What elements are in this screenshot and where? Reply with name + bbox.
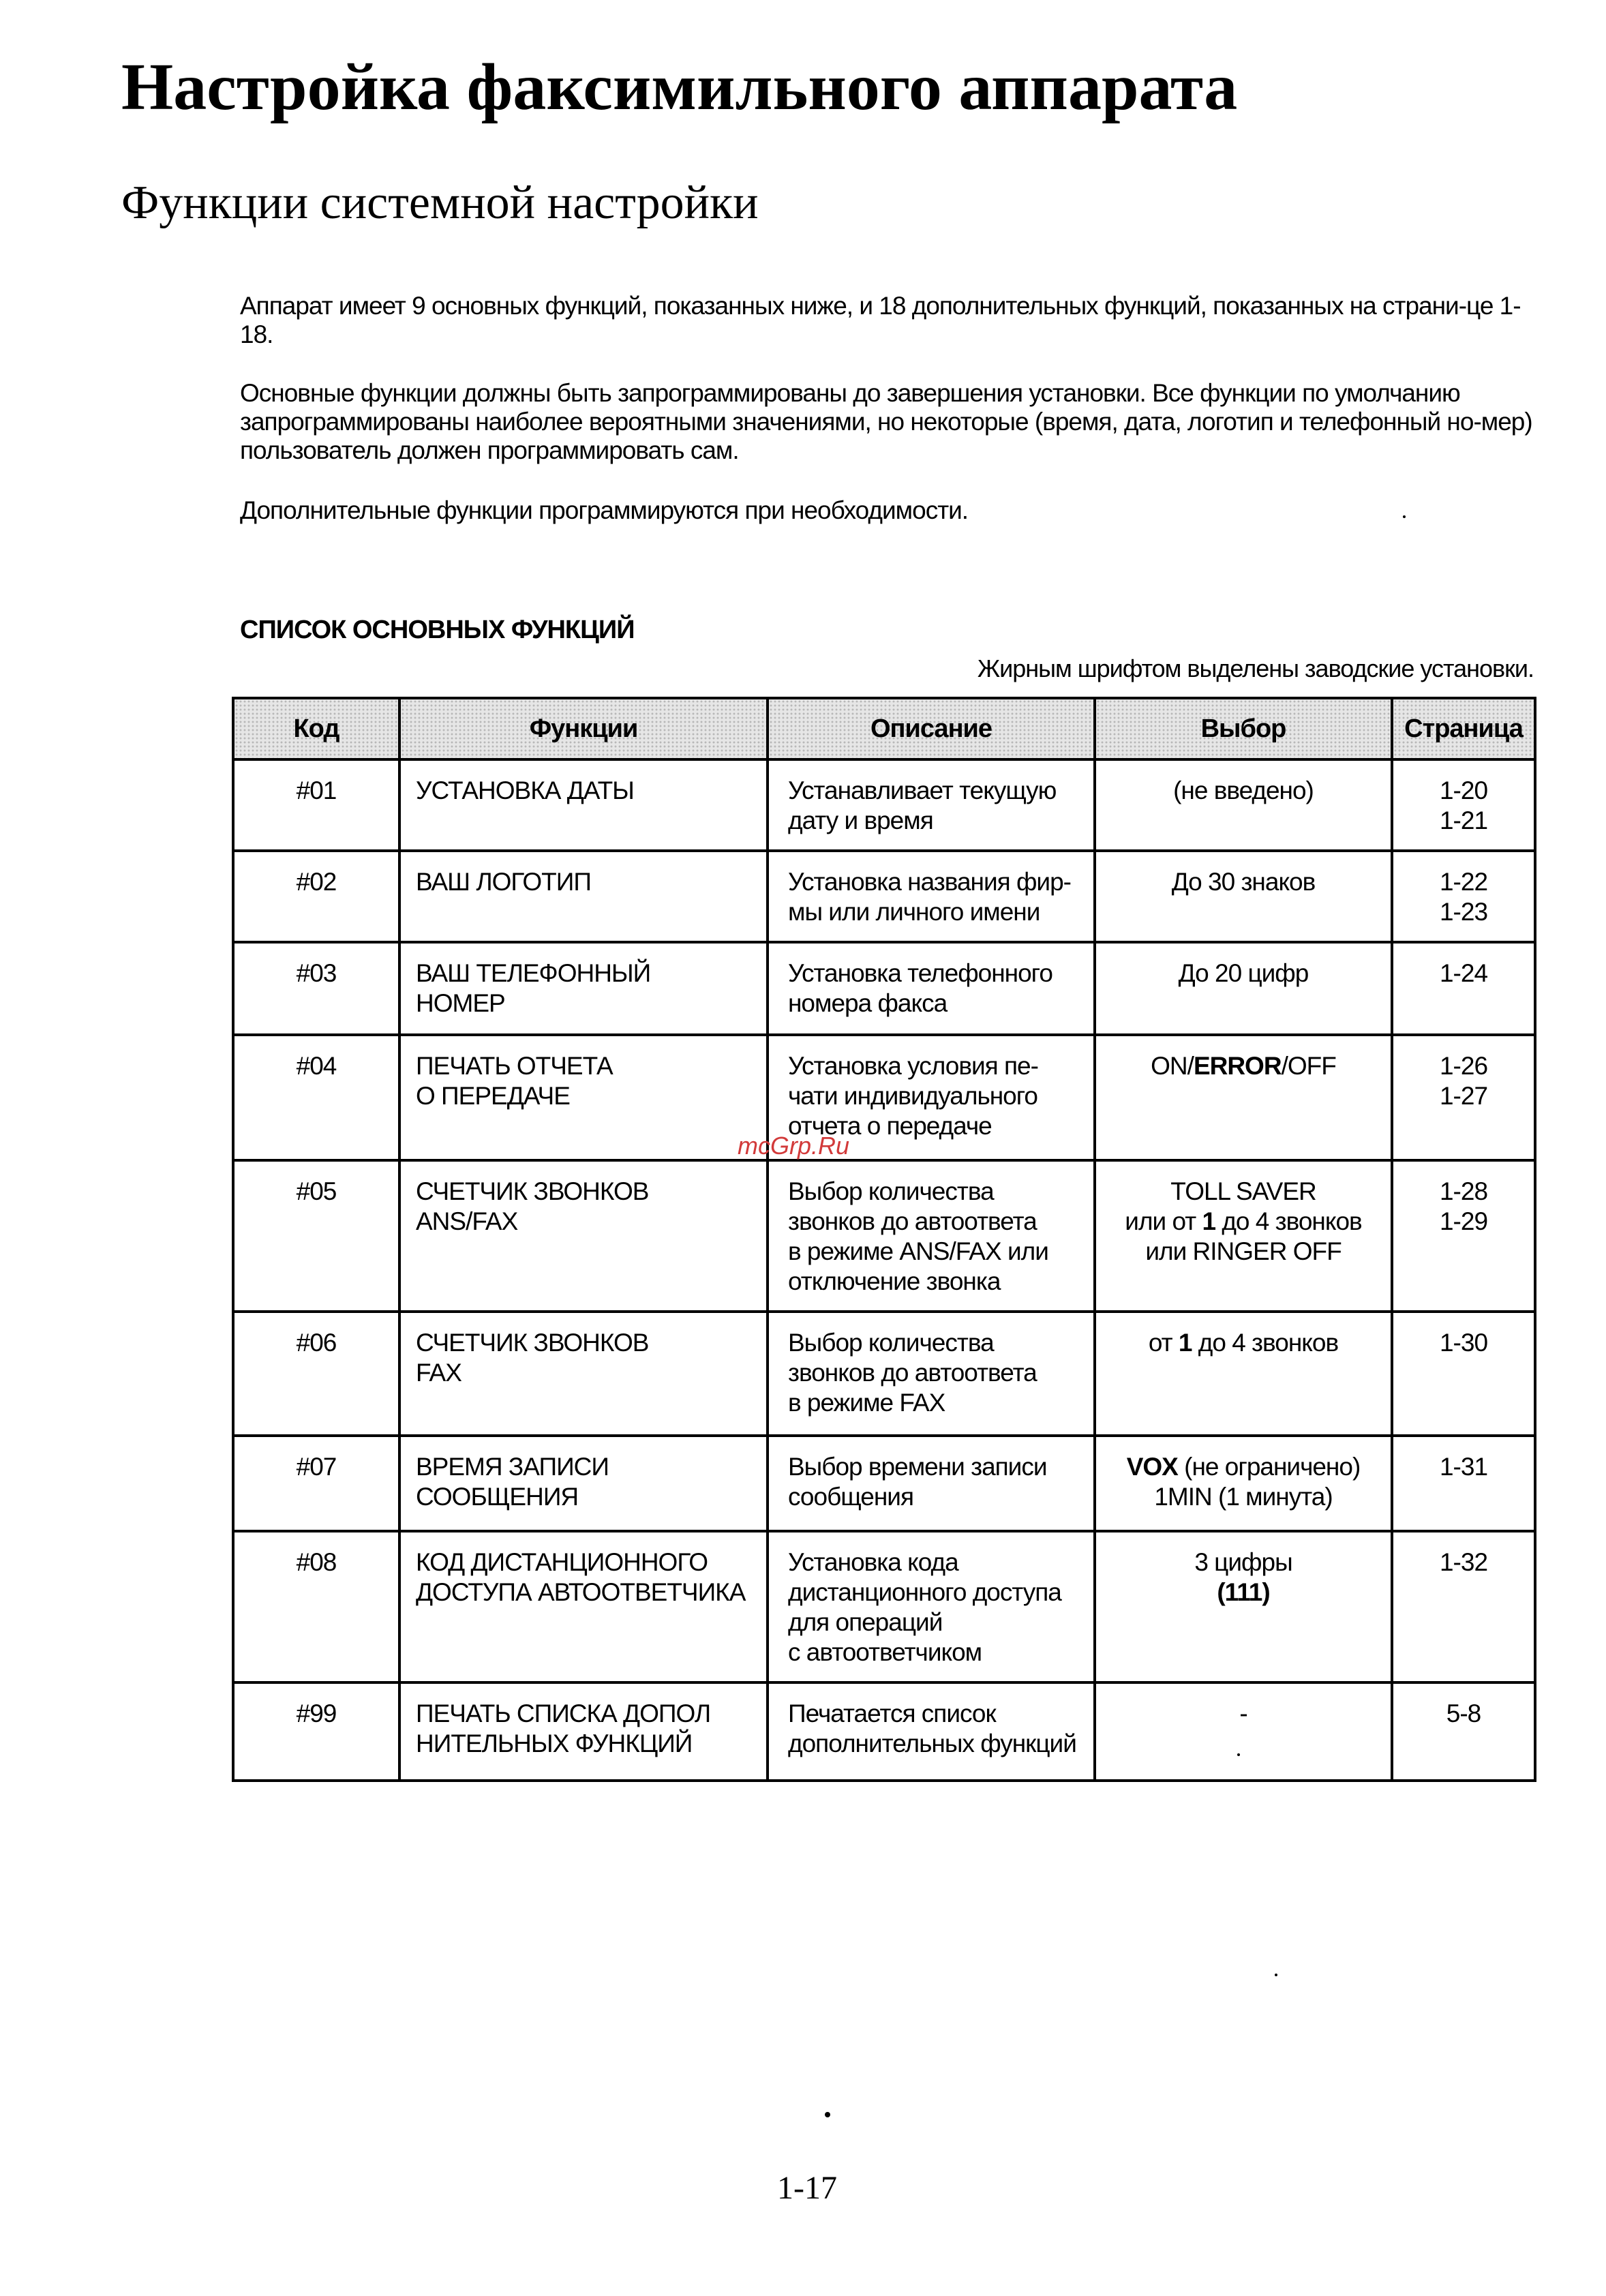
function-page: [1392, 942, 1535, 1035]
function-description: [768, 851, 1095, 942]
function-option: [1095, 1035, 1392, 1160]
option-default-value: (111): [1217, 1578, 1270, 1606]
function-page: [1392, 1312, 1535, 1436]
page-ref: 1-30: [1439, 1329, 1488, 1357]
page-ref: 5-8: [1446, 1700, 1481, 1727]
page-ref: 1-22: [1439, 868, 1488, 896]
function-option: [1095, 942, 1392, 1035]
function-name: [399, 1436, 768, 1531]
option-line: [1097, 1328, 1390, 1358]
table-row: [233, 1160, 1535, 1312]
function-name-line: О ПЕРЕДАЧЕ: [416, 1082, 570, 1110]
description-line: Установка условия пе-: [788, 1052, 1038, 1080]
intro-paragraph: Аппарат имеет 9 основных функций, показанных ниже, и 18 дополнительных функций, показанных на страни-це 1-18.: [240, 292, 1521, 348]
function-name-line: НИТЕЛЬНЫХ ФУНКЦИЙ: [416, 1729, 693, 1757]
scan-speck: [1237, 1753, 1240, 1756]
description-line: Установка телефонного: [788, 959, 1052, 987]
function-name-line: ПЕЧАТЬ СПИСКА ДОПОЛ: [416, 1700, 711, 1727]
function-name-line: ВРЕМЯ ЗАПИСИ: [416, 1453, 609, 1481]
option-text: /OFF: [1281, 1052, 1336, 1080]
page-ref: 1-23: [1439, 898, 1488, 926]
page-ref: 1-28: [1439, 1177, 1488, 1205]
option-line: [1097, 1547, 1390, 1577]
list-heading: СПИСОК ОСНОВНЫХ ФУНКЦИЙ: [240, 616, 635, 644]
function-name-line: ВАШ ТЕЛЕФОННЫЙ: [416, 959, 651, 987]
function-name-line: НОМЕР: [416, 989, 505, 1017]
option-line: [1097, 1237, 1390, 1267]
function-name: [399, 942, 768, 1035]
description-line: Установка названия фир-: [788, 868, 1071, 896]
function-name: [399, 1531, 768, 1682]
option-line: [1097, 1482, 1390, 1512]
header-function: Функции: [399, 698, 768, 759]
page-ref: 1-31: [1439, 1453, 1488, 1481]
option-line: [1097, 1452, 1390, 1482]
option-default-value: VOX: [1126, 1453, 1178, 1481]
function-name-line: ПЕЧАТЬ ОТЧЕТА: [416, 1052, 613, 1080]
description-line: дополнительных функций: [788, 1729, 1076, 1757]
header-page: Страница: [1392, 698, 1535, 759]
function-name: [399, 851, 768, 942]
function-name-line: ДОСТУПА АВТООТВЕТЧИКА: [416, 1578, 746, 1606]
page-ref: 1-20: [1439, 776, 1488, 804]
page-ref: 1-27: [1439, 1082, 1488, 1110]
function-name: [399, 759, 768, 851]
scan-speck: [1275, 1974, 1277, 1976]
option-line: [1097, 1207, 1390, 1237]
option-line: [1097, 776, 1390, 806]
function-page: [1392, 851, 1535, 942]
description-line: чати индивидуального: [788, 1082, 1038, 1110]
option-line: [1097, 1177, 1390, 1207]
function-name: [399, 1312, 768, 1436]
function-name-line: ANS/FAX: [416, 1207, 518, 1235]
option-text: (не ограничено): [1177, 1453, 1361, 1481]
function-code: #99: [233, 1682, 399, 1781]
option-text: До 30 знаков: [1171, 868, 1316, 896]
description-line: звонков до автоответа: [788, 1359, 1037, 1387]
function-code: #06: [233, 1312, 399, 1436]
option-text: 1MIN (1 минута): [1154, 1483, 1333, 1511]
function-name: [399, 1682, 768, 1781]
additional-functions-paragraph: Дополнительные функции программируются при необходимости.: [240, 496, 969, 524]
description-line: звонков до автоответа: [788, 1207, 1037, 1235]
table-row: [233, 1312, 1535, 1436]
option-line: [1097, 1577, 1390, 1607]
description-line: отчета о передаче: [788, 1112, 992, 1140]
scan-speck: [825, 2112, 830, 2117]
table-row: [233, 1531, 1535, 1682]
table-note: Жирным шрифтом выделены заводские установки.: [977, 654, 1534, 682]
function-option: [1095, 1160, 1392, 1312]
function-code: #07: [233, 1436, 399, 1531]
function-name-line: КОД ДИСТАНЦИОННОГО: [416, 1548, 708, 1576]
description-line: мы или личного имени: [788, 898, 1040, 926]
defaults-paragraph: Основные функции должны быть запрограммированы до завершения установки. Все функции по умолчанию запрограммированы наиболее вероятными значениями, но некоторые (время, дата, логотип и телефонный но-мер) пользователь должен программировать сам.: [240, 379, 1532, 464]
function-name-line: СЧЕТЧИК ЗВОНКОВ: [416, 1177, 649, 1205]
function-description: [768, 942, 1095, 1035]
option-default-value: 1: [1202, 1207, 1216, 1235]
description-line: дату и время: [788, 806, 933, 834]
page-number: 1-17: [777, 2170, 837, 2206]
description-line: дистанционного доступа: [788, 1578, 1061, 1606]
function-option: [1095, 759, 1392, 851]
description-line: номера факса: [788, 989, 948, 1017]
header-option: Выбор: [1095, 698, 1392, 759]
page-ref: 1-29: [1439, 1207, 1488, 1235]
option-text: До 20 цифр: [1178, 959, 1309, 987]
option-default-value: 1: [1178, 1329, 1192, 1357]
description-line: в режиме FAX: [788, 1389, 945, 1417]
function-code: #01: [233, 759, 399, 851]
function-page: [1392, 1682, 1535, 1781]
function-description: [768, 1312, 1095, 1436]
page-ref: 1-24: [1439, 959, 1488, 987]
function-name-line: СООБЩЕНИЯ: [416, 1483, 579, 1511]
function-page: [1392, 1531, 1535, 1682]
function-page: [1392, 1436, 1535, 1531]
option-default-value: ERROR: [1193, 1052, 1282, 1080]
description-line: сообщения: [788, 1483, 914, 1511]
description-line: с автоответчиком: [788, 1638, 982, 1666]
option-text: (не введено): [1173, 776, 1314, 804]
function-description: [768, 1436, 1095, 1531]
function-name-line: ВАШ ЛОГОТИП: [416, 868, 591, 896]
function-code: #05: [233, 1160, 399, 1312]
table-row: [233, 942, 1535, 1035]
option-text: -: [1239, 1700, 1247, 1727]
option-text: до 4 звонков: [1192, 1329, 1339, 1357]
function-description: [768, 1682, 1095, 1781]
description-line: Устанавливает текущую: [788, 776, 1057, 804]
function-name-line: FAX: [416, 1359, 461, 1387]
header-code: Код: [233, 698, 399, 759]
function-option: [1095, 1436, 1392, 1531]
option-line: [1097, 867, 1390, 897]
header-description: Описание: [768, 698, 1095, 759]
option-text: ON/: [1151, 1052, 1194, 1080]
function-name-line: УСТАНОВКА ДАТЫ: [416, 776, 634, 804]
table-row: [233, 851, 1535, 942]
function-description: [768, 759, 1095, 851]
option-text: от: [1148, 1329, 1179, 1357]
function-name-line: СЧЕТЧИК ЗВОНКОВ: [416, 1329, 649, 1357]
function-code: #03: [233, 942, 399, 1035]
option-text: 3 цифры: [1194, 1548, 1292, 1576]
description-line: отключение звонка: [788, 1267, 1001, 1295]
table-row: [233, 1682, 1535, 1781]
page-ref: 1-21: [1439, 806, 1488, 834]
option-text: или RINGER OFF: [1145, 1237, 1342, 1265]
description-line: в режиме ANS/FAX или: [788, 1237, 1048, 1265]
function-option: [1095, 851, 1392, 942]
function-option: [1095, 1531, 1392, 1682]
function-code: #02: [233, 851, 399, 942]
page-ref: 1-26: [1439, 1052, 1488, 1080]
function-description: [768, 1531, 1095, 1682]
function-page: [1392, 1035, 1535, 1160]
option-text: TOLL SAVER: [1170, 1177, 1316, 1205]
description-line: Выбор количества: [788, 1177, 994, 1205]
function-description: [768, 1160, 1095, 1312]
description-line: Печатается список: [788, 1700, 996, 1727]
watermark: mcGrp.Ru: [738, 1132, 850, 1160]
description-line: Выбор количества: [788, 1329, 994, 1357]
table-row: [233, 1035, 1535, 1160]
function-code: #08: [233, 1531, 399, 1682]
page-ref: 1-32: [1439, 1548, 1488, 1576]
table-row: [233, 759, 1535, 851]
option-text: до 4 звонков: [1215, 1207, 1362, 1235]
option-line: [1097, 1699, 1390, 1729]
scan-speck: [1403, 515, 1406, 518]
page-title: Настройка факсимильного аппарата: [121, 50, 1238, 124]
description-line: для операций: [788, 1608, 943, 1636]
function-name: [399, 1035, 768, 1160]
description-line: Установка кода: [788, 1548, 958, 1576]
option-text: или от: [1125, 1207, 1202, 1235]
function-option: [1095, 1682, 1392, 1781]
functions-table: [232, 697, 1536, 1782]
section-title: Функции системной настройки: [121, 177, 759, 229]
table-body: [233, 759, 1535, 1781]
option-line: [1097, 1051, 1390, 1081]
function-code: #04: [233, 1035, 399, 1160]
function-page: [1392, 759, 1535, 851]
option-line: [1097, 958, 1390, 988]
function-page: [1392, 1160, 1535, 1312]
table-header-row: [233, 698, 1535, 759]
description-line: Выбор времени записи: [788, 1453, 1047, 1481]
function-name: [399, 1160, 768, 1312]
function-option: [1095, 1312, 1392, 1436]
table-row: [233, 1436, 1535, 1531]
